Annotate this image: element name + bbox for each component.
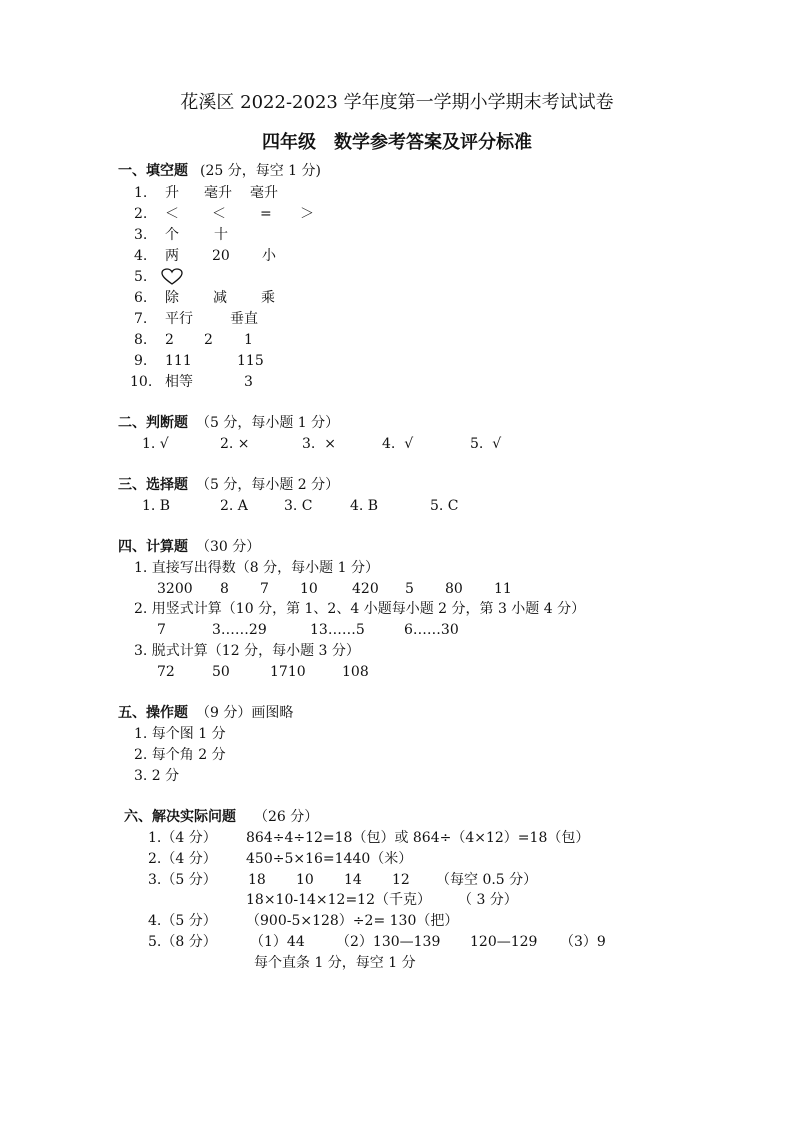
s6-answer: 120—129 (470, 934, 538, 950)
s1-item-number: 2. (134, 206, 148, 222)
s4-value: 50 (212, 664, 230, 680)
s5-line: 2. 每个角 2 分 (134, 747, 226, 763)
s1-answer: 相等 (165, 374, 193, 390)
s4-value: 420 (352, 581, 379, 597)
s3-answer: 2. A (220, 498, 248, 514)
s1-answer: 毫升 (250, 185, 278, 201)
s4-value: 3……29 (212, 622, 267, 638)
section-2-heading: 二、判断题 (118, 415, 188, 431)
s6-answer: 450÷5×16=1440（米） (246, 851, 413, 867)
section-6-heading: 六、解决实际问题 (124, 809, 236, 825)
s4-part-label: 3. 脱式计算（12 分，每小题 3 分） (134, 643, 360, 659)
s1-answer: 两 (165, 248, 179, 264)
s4-value: 7 (260, 581, 269, 597)
section-5-note: （9 分）画图略 (196, 705, 294, 721)
s4-value: 80 (445, 581, 463, 597)
s1-answer: 垂直 (230, 311, 258, 327)
s1-item-number: 8. (134, 332, 148, 348)
s1-answer: 3 (244, 374, 253, 390)
s6-item-label: 4.（5 分） (148, 913, 217, 929)
section-1-note: (25 分，每空 1 分) (200, 163, 321, 179)
s6-item-label: 3.（5 分） (148, 872, 217, 888)
heart-outline-icon (160, 268, 184, 286)
s1-answer: 毫升 (204, 185, 232, 201)
s6-answer: 10 (296, 872, 314, 888)
section-3-note: （5 分，每小题 2 分） (196, 477, 340, 493)
s4-value: 72 (157, 664, 175, 680)
s5-line: 3. 2 分 (134, 768, 180, 784)
s4-value: 3200 (157, 581, 193, 597)
s1-item-number: 4. (134, 248, 148, 264)
s6-answer: （2）130—139 (336, 934, 441, 950)
s1-answer: 2 (204, 332, 213, 348)
s1-answer: 2 (165, 332, 174, 348)
s4-value: 6……30 (404, 622, 459, 638)
s2-answer: 2. × (220, 436, 250, 452)
s6-answer: 18 (248, 872, 266, 888)
section-4-note: （30 分） (196, 539, 261, 555)
s4-part-label: 2. 用竖式计算（10 分，第 1、2、4 小题每小题 2 分，第 3 小题 4 分） (134, 601, 586, 617)
s1-item-number: 5. (134, 269, 148, 285)
s6-answer: （每空 0.5 分） (436, 872, 538, 888)
s3-answer: 1. B (142, 498, 171, 514)
s1-answer: 乘 (261, 290, 275, 306)
s1-answer: 小 (262, 248, 276, 264)
page-title: 花溪区 2022-2023 学年度第一学期小学期末考试试卷 (180, 92, 614, 113)
s6-answer: （ 3 分） (458, 892, 518, 908)
s1-item-number: 3. (134, 227, 148, 243)
s1-item-number: 10. (130, 374, 153, 390)
s4-value: 11 (494, 581, 512, 597)
s4-value: 108 (342, 664, 369, 680)
s1-answer: 111 (165, 353, 192, 369)
s4-part-label: 1. 直接写出得数（8 分，每小题 1 分） (134, 560, 379, 576)
page-subtitle: 四年级 数学参考答案及评分标准 (262, 132, 532, 153)
s1-item-number: 7. (134, 311, 148, 327)
s1-answer: 20 (212, 248, 230, 264)
s1-answer: 十 (214, 227, 228, 243)
s1-answer: 减 (213, 290, 227, 306)
s1-answer: 个 (165, 227, 179, 243)
s1-item-number: 1. (134, 185, 148, 201)
s6-answer: 18×10-14×12=12（千克） (246, 892, 431, 908)
s1-item-number: 9. (134, 353, 148, 369)
s4-value: 13……5 (310, 622, 365, 638)
s6-answer: 12 (392, 872, 410, 888)
s6-answer: （1）44 (250, 934, 305, 950)
s6-answer: 14 (344, 872, 362, 888)
s4-value: 5 (405, 581, 414, 597)
s1-answer: ＜ (212, 206, 226, 222)
s3-answer: 3. C (284, 498, 313, 514)
s2-answer: 3. × (302, 436, 336, 452)
section-2-note: （5 分，每小题 1 分） (196, 415, 340, 431)
section-1-heading: 一、填空题 (118, 163, 188, 179)
s1-answer: ＜ (165, 206, 179, 222)
s1-answer: 平行 (165, 311, 193, 327)
s3-answer: 4. B (350, 498, 379, 514)
s5-line: 1. 每个图 1 分 (134, 726, 226, 742)
s4-value: 1710 (270, 664, 306, 680)
s6-answer: 每个直条 1 分，每空 1 分 (254, 955, 416, 971)
s6-item-label: 2.（4 分） (148, 851, 217, 867)
s1-answer: 115 (237, 353, 264, 369)
s2-answer: 4. √ (382, 436, 414, 452)
s6-answer: （3）9 (560, 934, 606, 950)
section-5-heading: 五、操作题 (118, 705, 188, 721)
s1-answer: = (260, 206, 272, 222)
s6-item-label: 5.（8 分） (148, 934, 217, 950)
s2-answer: 1. √ (142, 436, 169, 452)
s2-answer: 5. √ (470, 436, 502, 452)
s6-item-label: 1.（4 分） (148, 830, 217, 846)
s4-value: 10 (300, 581, 318, 597)
s3-answer: 5. C (430, 498, 459, 514)
section-3-heading: 三、选择题 (118, 477, 188, 493)
s6-answer: 864÷4÷12=18（包）或 864÷（4×12）=18（包） (246, 830, 590, 846)
s6-answer: （900-5×128）÷2= 130（把） (246, 913, 459, 929)
s4-value: 7 (157, 622, 166, 638)
s1-answer: 1 (244, 332, 253, 348)
s1-item-number: 6. (134, 290, 148, 306)
s1-answer: ＞ (300, 206, 314, 222)
s4-value: 8 (220, 581, 229, 597)
section-6-note: （26 分） (254, 809, 319, 825)
section-4-heading: 四、计算题 (118, 539, 188, 555)
s1-answer: 除 (165, 290, 179, 306)
s1-answer: 升 (165, 185, 179, 201)
